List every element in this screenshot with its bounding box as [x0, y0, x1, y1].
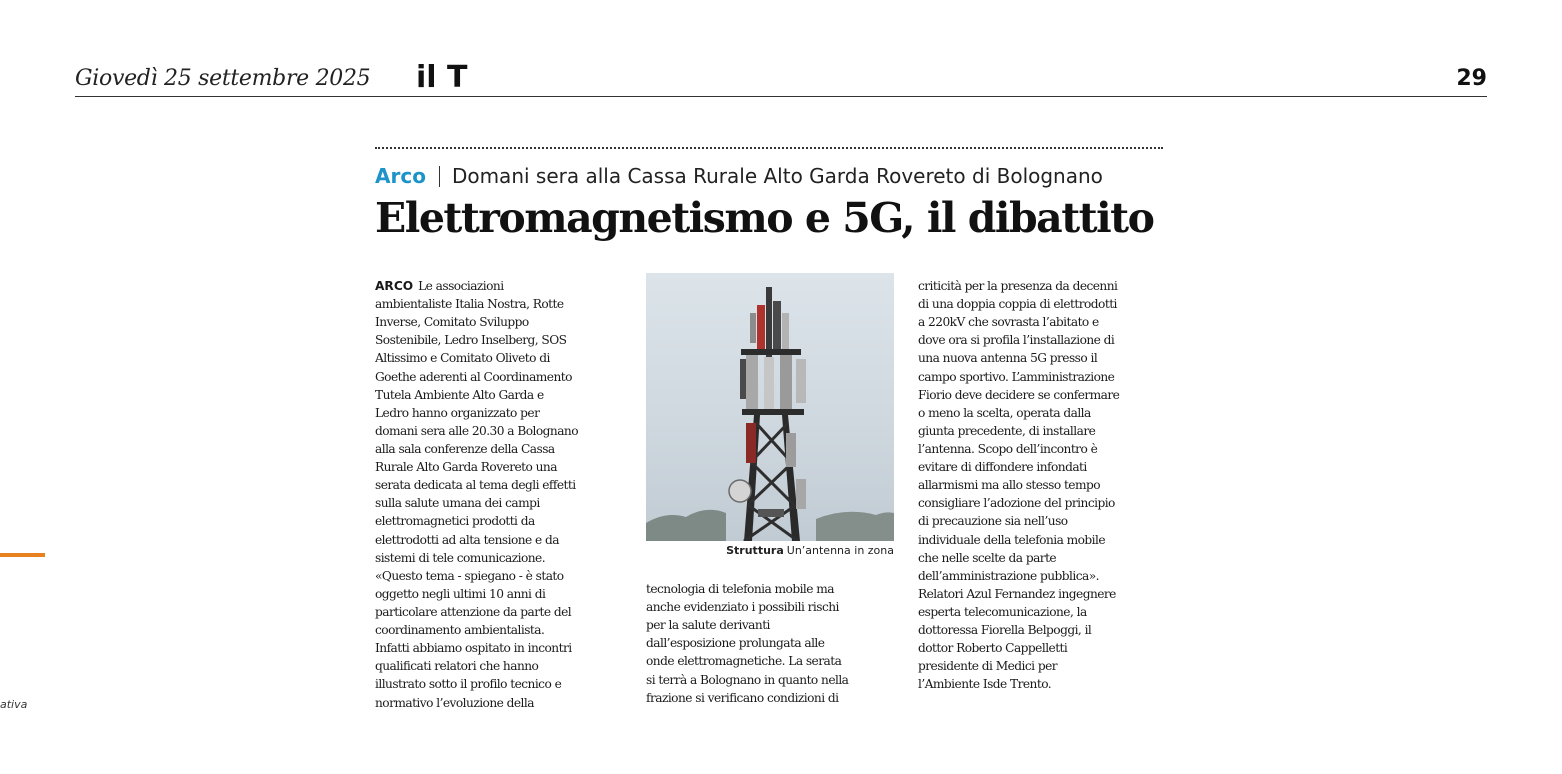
- text-line: [375, 512, 625, 530]
- text-line-content: ambientaliste Italia Nostra, Rotte: [375, 297, 564, 312]
- text-line-content: criticità per la presenza da decenni: [918, 279, 1118, 293]
- text-line-content: particolare attenzione da parte del: [375, 604, 572, 619]
- text-line-content: di precauzione sia nell’uso: [918, 514, 1068, 529]
- text-line-content: oggetto negli ultimi 10 anni di: [375, 586, 546, 601]
- text-line-content: tecnologia di telefonia mobile ma: [646, 582, 834, 596]
- text-line: [918, 603, 1168, 621]
- text-line: [375, 476, 625, 494]
- text-line-content: dall’esposizione prolungata alle: [646, 636, 825, 651]
- text-line-content: normativo l’evoluzione della: [375, 695, 534, 710]
- text-line: [918, 368, 1168, 386]
- text-line-content: l’Ambiente Isde Trento.: [918, 677, 1052, 692]
- text-line: [918, 386, 1168, 404]
- text-line: [918, 657, 1168, 675]
- clipped-side-text: ativa: [0, 698, 28, 711]
- text-line-content: frazione si verificano condizioni di: [646, 690, 839, 705]
- text-line-content: presidente di Medici per: [918, 659, 1058, 674]
- text-line: [375, 458, 625, 476]
- text-line: [646, 634, 896, 652]
- text-line-content: Inverse, Comitato Sviluppo: [375, 315, 529, 330]
- text-line-content: una nuova antenna 5G presso il: [918, 351, 1098, 366]
- text-line-content: Rurale Alto Garda Rovereto una: [375, 460, 557, 475]
- text-line-content: onde elettromagnetiche. La serata: [646, 654, 842, 669]
- antenna-tower-illustration: [646, 273, 894, 541]
- text-line: [375, 313, 625, 331]
- text-line-content: coordinamento ambientalista.: [375, 623, 545, 638]
- text-line-content: serata dedicata al tema degli effetti: [375, 478, 576, 493]
- text-line-content: dove ora si profila l’installazione di: [918, 333, 1115, 348]
- text-line: [918, 567, 1168, 585]
- text-line-content: dottor Roberto Cappelletti: [918, 641, 1068, 656]
- text-line-content: a 220kV che sovrasta l’abitato e: [918, 315, 1099, 330]
- kicker-text: Domani sera alla Cassa Rurale Alto Garda Rovereto di Bolognano: [451, 164, 1103, 188]
- text-line-content: domani sera alle 20.30 a Bolognano: [375, 423, 579, 438]
- text-line-content: l’antenna. Scopo dell’incontro è: [918, 441, 1098, 456]
- text-line: [375, 368, 625, 386]
- text-line: [646, 689, 896, 707]
- text-line-content: alla sala conferenze della Cassa: [375, 441, 555, 456]
- text-line-content: di una doppia coppia di elettrodotti: [918, 297, 1117, 312]
- text-line-content: si terrà a Bolognano in quanto nella: [646, 672, 849, 687]
- text-line-content: qualificati relatori che hanno: [375, 659, 539, 674]
- text-line-content: esperta telecomunicazione, la: [918, 604, 1087, 619]
- text-line-content: Ledro hanno organizzato per: [375, 405, 540, 420]
- text-line-content: dottoressa Fiorella Belpoggi, il: [918, 623, 1092, 638]
- text-line-content: illustrato sotto il profilo tecnico e: [375, 677, 562, 692]
- article-column-2: [646, 580, 896, 707]
- text-line-content: allarmismi ma allo stesso tempo: [918, 478, 1101, 493]
- text-line-content: giunta precedente, di installare: [918, 423, 1096, 438]
- article-top-dotted-rule: [375, 147, 1163, 149]
- text-line-content: per la salute derivanti: [646, 618, 770, 633]
- text-line: [918, 585, 1168, 603]
- text-line: [375, 494, 625, 512]
- text-line: [375, 404, 625, 422]
- text-line-content: che nelle scelte da parte: [918, 550, 1057, 565]
- text-line: [375, 585, 625, 603]
- text-line: [375, 657, 625, 675]
- text-line: [918, 404, 1168, 422]
- text-line-content: Le associazioni: [418, 279, 504, 293]
- text-line: [918, 512, 1168, 530]
- text-line: [918, 549, 1168, 567]
- article-headline: Elettromagnetismo e 5G, il dibattito: [375, 194, 1154, 242]
- article-kicker: [375, 164, 1103, 188]
- text-line-content: elettrodotti ad alta tensione e da: [375, 532, 559, 547]
- text-line: [375, 549, 625, 567]
- text-line-content: Sostenibile, Ledro Inselberg, SOS: [375, 333, 567, 348]
- text-line: [918, 621, 1168, 639]
- text-line: [375, 531, 625, 549]
- text-line: [646, 652, 896, 670]
- text-line: [918, 422, 1168, 440]
- text-line: [918, 277, 1168, 295]
- text-line: [375, 440, 625, 458]
- text-line: [375, 567, 625, 585]
- side-accent-bar: [0, 553, 45, 557]
- issue-date: Giovedì 25 settembre 2025: [75, 66, 371, 91]
- text-line: [646, 598, 896, 616]
- article-column-1: [375, 277, 625, 712]
- dateline: ARCO: [375, 279, 414, 293]
- text-line-content: o meno la scelta, operata dalla: [918, 405, 1091, 420]
- article-column-3: [918, 277, 1168, 694]
- text-line-content: sulla salute umana dei campi: [375, 496, 540, 511]
- text-line-content: elettromagnetici prodotti da: [375, 514, 535, 529]
- text-line: [375, 621, 625, 639]
- text-line: [918, 331, 1168, 349]
- text-line-content: anche evidenziato i possibili rischi: [646, 600, 839, 615]
- text-line: [375, 386, 625, 404]
- text-line-content: sistemi di tele comunicazione.: [375, 550, 546, 565]
- antenna-photo: [646, 273, 894, 541]
- text-line: [375, 675, 625, 693]
- text-line-content: evitare di diffondere infondati: [918, 460, 1087, 475]
- text-line: [375, 422, 625, 440]
- kicker-separator: [439, 166, 440, 187]
- newspaper-logo: il T: [416, 60, 468, 95]
- text-line-content: Altissimo e Comitato Oliveto di: [375, 351, 550, 366]
- text-line-content: Fiorio deve decidere se confermare: [918, 387, 1120, 402]
- text-line: [375, 349, 625, 367]
- text-line: [918, 440, 1168, 458]
- text-line: [918, 476, 1168, 494]
- kicker-location: Arco: [375, 164, 426, 188]
- text-line: [375, 603, 625, 621]
- photo-caption: [726, 544, 894, 557]
- text-line: [918, 313, 1168, 331]
- photo-caption-label: Struttura: [726, 544, 784, 557]
- masthead-rule: [75, 96, 1487, 97]
- text-line: [918, 494, 1168, 512]
- text-line: [918, 675, 1168, 693]
- text-line: [646, 580, 896, 598]
- text-line-content: dell’amministrazione pubblica».: [918, 568, 1099, 583]
- page-number: 29: [1456, 66, 1487, 91]
- text-line: [375, 277, 625, 295]
- text-line-content: consigliare l’adozione del principio: [918, 496, 1115, 511]
- text-line: [918, 531, 1168, 549]
- text-line: [375, 295, 625, 313]
- text-line: [375, 639, 625, 657]
- text-line: [375, 331, 625, 349]
- text-line: [646, 671, 896, 689]
- text-line-content: Goethe aderenti al Coordinamento: [375, 369, 572, 384]
- text-line-content: Infatti abbiamo ospitato in incontri: [375, 641, 572, 656]
- text-line: [918, 458, 1168, 476]
- text-line-content: campo sportivo. L’amministrazione: [918, 369, 1115, 384]
- text-line: [918, 639, 1168, 657]
- text-line: [646, 616, 896, 634]
- text-line: [918, 295, 1168, 313]
- text-line-content: Relatori Azul Fernandez ingegnere: [918, 586, 1116, 601]
- text-line-content: Tutela Ambiente Alto Garda e: [375, 387, 544, 402]
- text-line: [918, 349, 1168, 367]
- text-line: [375, 694, 625, 712]
- text-line-content: «Questo tema - spiegano - è stato: [375, 568, 564, 583]
- text-line-content: individuale della telefonia mobile: [918, 532, 1106, 547]
- photo-caption-text: Un’antenna in zona: [786, 544, 894, 557]
